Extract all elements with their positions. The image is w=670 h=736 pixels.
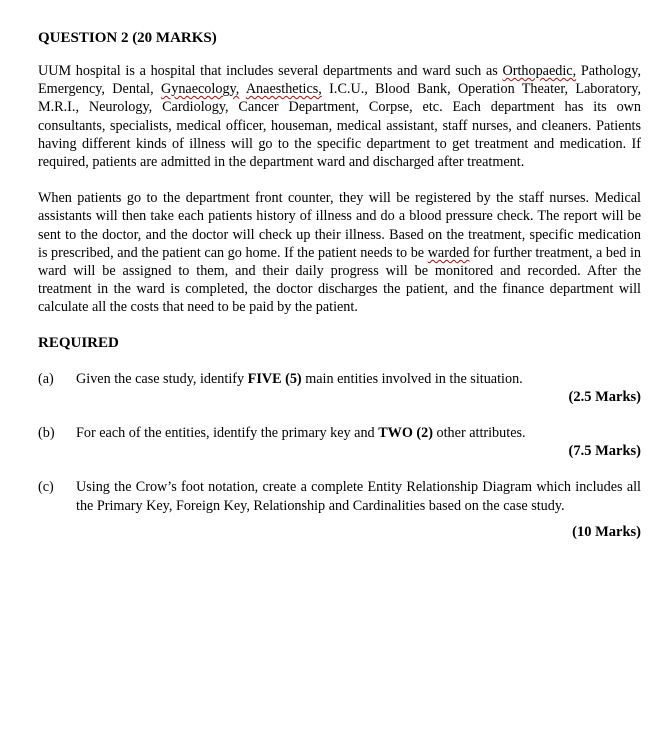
p2-text-1: When patients go to the department front counter, they will be registered by the staff nurses. Medical assistants will then take each patients history of illness and do a blood pressure check. The report will be sent to the doctor, and the doctor will check up their illness. Based on the treatment, specific medication is prescribed, and the patient can go home. If the patient needs to be (38, 190, 641, 261)
question-marks-a: (2.5 Marks) (568, 388, 641, 405)
p1-text-2: Pathology, Emergency, Dental, (38, 63, 641, 98)
question-item-b (38, 424, 641, 460)
case-study-paragraph-1 (38, 62, 641, 171)
question-label-a: (a) (38, 370, 54, 387)
p1-text-1: UUM hospital is a hospital that includes several departments and ward such as (38, 63, 503, 79)
question-marks-c: (10 Marks) (572, 523, 641, 540)
p1-spellcheck-word-1: Orthopaedic, (502, 63, 577, 79)
p1-text-4: I.C.U., Blood Bank, Operation Theater, Laboratory, M.R.I., Neurology, Cardiology, Cancer Department, Corpse, etc. Each department has its own consultants, specialists, medical officer, houseman, medical assistant, staff nurses, and cleaners. Patients having different kinds of illness will go to the specific department to get treatment and medication. If required, patients are admitted in the department ward and discharged after treatment. (38, 81, 641, 171)
p1-spellcheck-word-2: Gynaecology, (160, 81, 240, 98)
p2-text-2: for further treatment, a bed in ward will be assigned to them, and their daily progress will be monitored and recorded. After the treatment in the ward is completed, the doctor discharges the patient, and the finance department will calculate all the costs that need to be paid by the patient. (38, 244, 641, 316)
question-a-post: main entities involved in the situation. (301, 370, 523, 387)
question-label-c: (c) (38, 479, 54, 496)
question-text-b (76, 424, 641, 442)
question-label-b: (b) (38, 425, 55, 442)
question-item-a (38, 370, 641, 406)
question-b-post: other attributes. (432, 425, 526, 442)
document-page (38, 30, 641, 541)
question-title: QUESTION 2 (20 MARKS) (38, 30, 217, 46)
question-a-bold: FIVE (5) (247, 370, 302, 387)
required-heading: REQUIRED (38, 334, 119, 351)
question-b-bold: TWO (2) (378, 425, 433, 442)
p2-spellcheck-word-1: warded (427, 244, 470, 261)
p1-spellcheck-word-3: Anaesthetics, (245, 81, 322, 98)
question-item-c (38, 478, 641, 541)
question-a-pre: Given the case study, identify (76, 370, 248, 387)
question-text-c: Using the Crow’s foot notation, create a complete Entity Relationship Diagram which includes all the Primary Key, Foreign Key, Relationship and Cardinalities based on the case study. (76, 479, 641, 514)
question-marks-b: (7.5 Marks) (568, 443, 641, 460)
case-study-paragraph-2 (38, 189, 641, 316)
question-b-pre: For each of the entities, identify the primary key and (76, 425, 379, 442)
question-text-a (76, 370, 641, 388)
